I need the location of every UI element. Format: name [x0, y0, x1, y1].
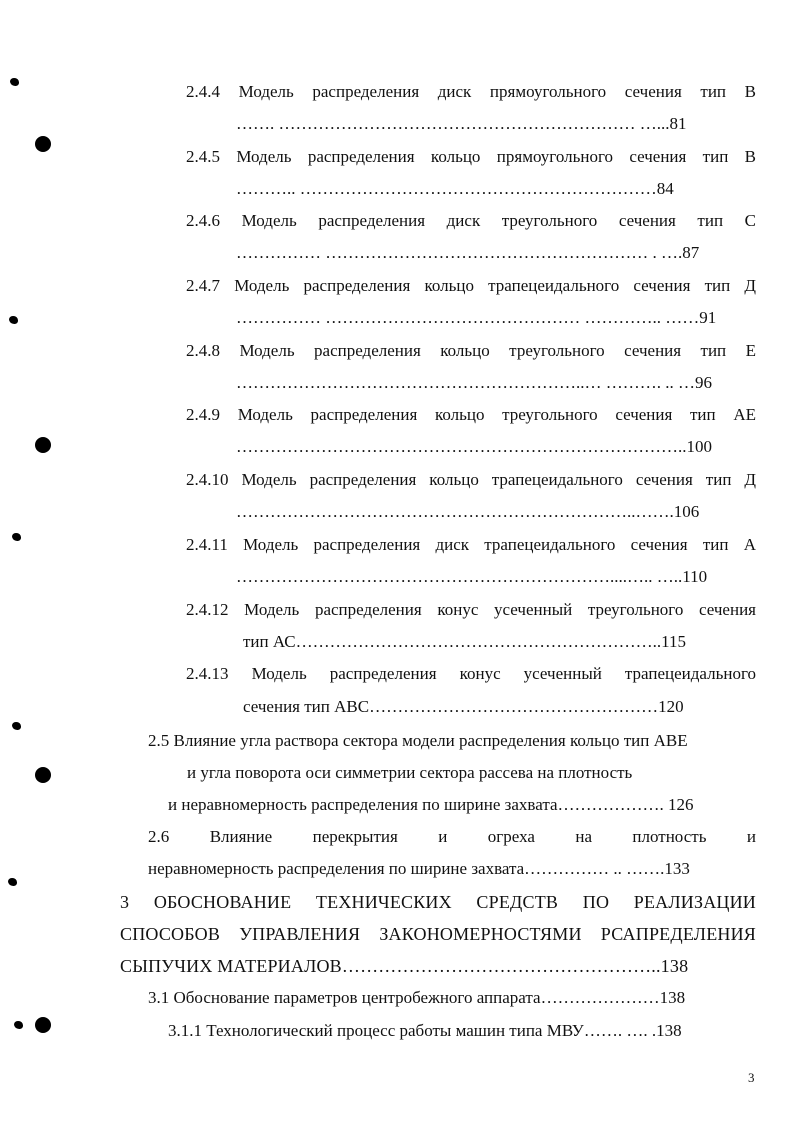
- toc-entry-2-4-4-title: 2.4.4 Модель распределения диск прямоугольного сечения тип В: [186, 82, 756, 101]
- toc-entry-2-4-5-leader: ……….. ………………………………………………………84: [236, 179, 674, 198]
- page-number: 3: [748, 1070, 755, 1085]
- toc-entry-2-5-line3: и неравномерность распределения по ширине захвата………………. 126: [168, 795, 694, 814]
- toc-entry-2-4-13-title: 2.4.13 Модель распределения конус усеченный трапецеидального: [186, 664, 756, 683]
- toc-entry-2-4-8-title: 2.4.8 Модель распределения кольцо треугольного сечения тип Е: [186, 341, 756, 360]
- binding-hole: [35, 437, 51, 453]
- toc-entry-2-4-10-leader: ……………………………………………………………..…….106: [236, 502, 700, 521]
- binding-hole: [35, 767, 51, 783]
- toc-entry-2-4-7-leader: …………… ……………………………………… ………….. ……91: [236, 308, 717, 327]
- toc-entry-2-4-9-title: 2.4.9 Модель распределения кольцо треугольного сечения тип АЕ: [186, 405, 756, 424]
- scan-mark: [12, 722, 21, 730]
- toc-entry-2-6-line2: неравномерность распределения по ширине захвата…………… .. …….133: [148, 859, 690, 878]
- binding-hole: [35, 136, 51, 152]
- toc-entry-2-4-9-leader: ……………………………………………………………………..100: [236, 437, 712, 456]
- toc-entry-3-1-1: 3.1.1 Технологический процесс работы машин типа МВУ……. …. .138: [168, 1021, 682, 1040]
- toc-entry-3-1: 3.1 Обоснование параметров центробежного аппарата…………………138: [148, 988, 686, 1007]
- toc-entry-2-4-11-leader: …………………………………………………………....….. …..110: [236, 567, 708, 586]
- toc-entry-2-4-12-title: 2.4.12 Модель распределения конус усеченный треугольного сечения: [186, 600, 756, 619]
- toc-entry-2-4-8-leader: ……………………………………………………..… ………. .. …96: [236, 373, 712, 392]
- scan-mark: [9, 316, 18, 324]
- toc-chapter-3-line2: СПОСОБОВ УПРАВЛЕНИЯ ЗАКОНОМЕРНОСТЯМИ РСАПРЕДЕЛЕНИЯ: [120, 924, 756, 944]
- toc-entry-2-4-7-title: 2.4.7 Модель распределения кольцо трапецеидального сечения тип Д: [186, 276, 756, 295]
- toc-entry-2-5-line1: 2.5 Влияние угла раствора сектора модели распределения кольцо тип АВЕ: [148, 731, 688, 750]
- scan-mark: [8, 878, 17, 886]
- toc-chapter-3-line3: СЫПУЧИХ МАТЕРИАЛОВ……………………………………………..138: [120, 956, 689, 976]
- scan-mark: [10, 78, 19, 86]
- toc-entry-2-4-11-title: 2.4.11 Модель распределения диск трапецеидального сечения тип А: [186, 535, 756, 554]
- scan-mark: [14, 1021, 23, 1029]
- toc-entry-2-4-10-title: 2.4.10 Модель распределения кольцо трапецеидального сечения тип Д: [186, 470, 756, 489]
- toc-entry-2-4-4-leader: ……. ……………………………………………………… …...81: [236, 114, 687, 133]
- toc-entry-2-4-12-leader: тип АС………………………………………………………..115: [243, 632, 687, 651]
- toc-chapter-3-line1: 3 ОБОСНОВАНИЕ ТЕХНИЧЕСКИХ СРЕДСТВ ПО РЕАЛИЗАЦИИ: [120, 892, 756, 912]
- toc-entry-2-4-5-title: 2.4.5 Модель распределения кольцо прямоугольного сечения тип В: [186, 147, 756, 166]
- toc-entry-2-4-6-leader: …………… ………………………………………………… . ….87: [236, 243, 700, 262]
- toc-entry-2-6-line1: 2.6 Влияние перекрытия и огреха на плотность и: [148, 827, 756, 846]
- toc-entry-2-4-13-leader: сечения тип АВС……………………………………………120: [243, 697, 684, 716]
- binding-hole: [35, 1017, 51, 1033]
- toc-entry-2-5-line2: и угла поворота оси симметрии сектора рассева на плотность: [187, 763, 633, 782]
- scan-mark: [12, 533, 21, 541]
- toc-entry-2-4-6-title: 2.4.6 Модель распределения диск треугольного сечения тип С: [186, 211, 756, 230]
